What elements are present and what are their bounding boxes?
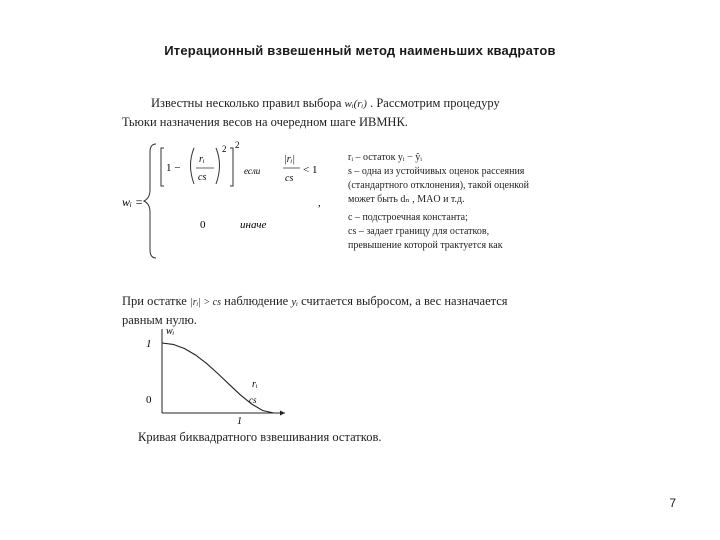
outlier-text-c: считается выбросом, а вес назначается xyxy=(301,294,508,308)
formula-zero: 0 xyxy=(200,219,206,231)
note-line: превышение которой трактуется как xyxy=(348,240,503,251)
formula-comma: , xyxy=(318,197,321,209)
y-tick-one: 1 xyxy=(146,338,152,350)
tukey-formula xyxy=(118,138,328,268)
paren-right xyxy=(216,148,220,184)
cond-rel: < 1 xyxy=(303,164,318,176)
x-axis-label: rᵢ xyxy=(252,379,258,390)
outlier-symbol: |rᵢ| > cs xyxy=(189,297,222,308)
outer-exponent: 2 xyxy=(235,140,240,150)
origin-label: 0 xyxy=(146,394,152,406)
condition-word: если xyxy=(244,166,261,176)
outlier-line-2: равным нулю. xyxy=(122,313,197,327)
frac-bottom: cs xyxy=(198,172,207,183)
note-line: (стандартного отклонения), такой оценкой xyxy=(348,180,530,191)
note-line: cs – задает границу для остатков, xyxy=(348,226,490,237)
plot-caption: Кривая биквадратного взвешивания остатков. xyxy=(138,430,382,444)
outlier-text-a: При остатке xyxy=(122,294,187,308)
page-number: 7 xyxy=(669,496,676,510)
x-tick-cs: cs xyxy=(249,395,257,405)
curve-group xyxy=(162,343,274,413)
biweight-curve xyxy=(162,343,274,413)
x-axis-arrow xyxy=(280,411,285,416)
outlier-symbol-y: yᵢ xyxy=(291,296,298,308)
bracket-right xyxy=(230,148,233,186)
outlier-text-b: наблюдение xyxy=(224,294,289,308)
biweight-plot xyxy=(140,325,290,425)
y-axis-label: wᵢ xyxy=(166,326,175,337)
intro-line-2: Тьюки назначения весов на очередном шаге ИВМНК. xyxy=(122,115,408,129)
note-line: s – одна из устойчивых оценок рассеяния xyxy=(348,166,525,177)
cond-bottom: cs xyxy=(285,173,294,184)
outlier-line-1 xyxy=(122,294,508,309)
note-line: c – подстроечная константа; xyxy=(348,212,468,223)
formula-otherwise: иначе xyxy=(240,219,267,231)
cond-top: |rᵢ| xyxy=(284,154,295,165)
slide-title: Итерационный взвешенный метод наименьших квадратов xyxy=(164,43,556,58)
bottom-one: 1 xyxy=(237,416,242,425)
intro-text: Известны несколько правил выбора xyxy=(151,96,342,110)
intro-line-1 xyxy=(151,96,500,111)
inner-exponent: 2 xyxy=(222,144,227,154)
formula-lhs: wᵢ = xyxy=(122,195,143,209)
note-line: может быть dₙ , MAO и т.д. xyxy=(348,194,465,205)
left-brace xyxy=(144,144,156,258)
note-line: rᵢ – остаток yᵢ − ŷᵢ xyxy=(348,152,422,163)
paren-left xyxy=(191,148,195,184)
weight-symbol: wᵢ(rᵢ) xyxy=(344,98,367,110)
one-minus: 1 − xyxy=(166,162,181,174)
bracket-left xyxy=(161,148,164,186)
intro-text-end: . Рассмотрим процедуру xyxy=(370,96,500,110)
frac-top: rᵢ xyxy=(199,154,205,165)
